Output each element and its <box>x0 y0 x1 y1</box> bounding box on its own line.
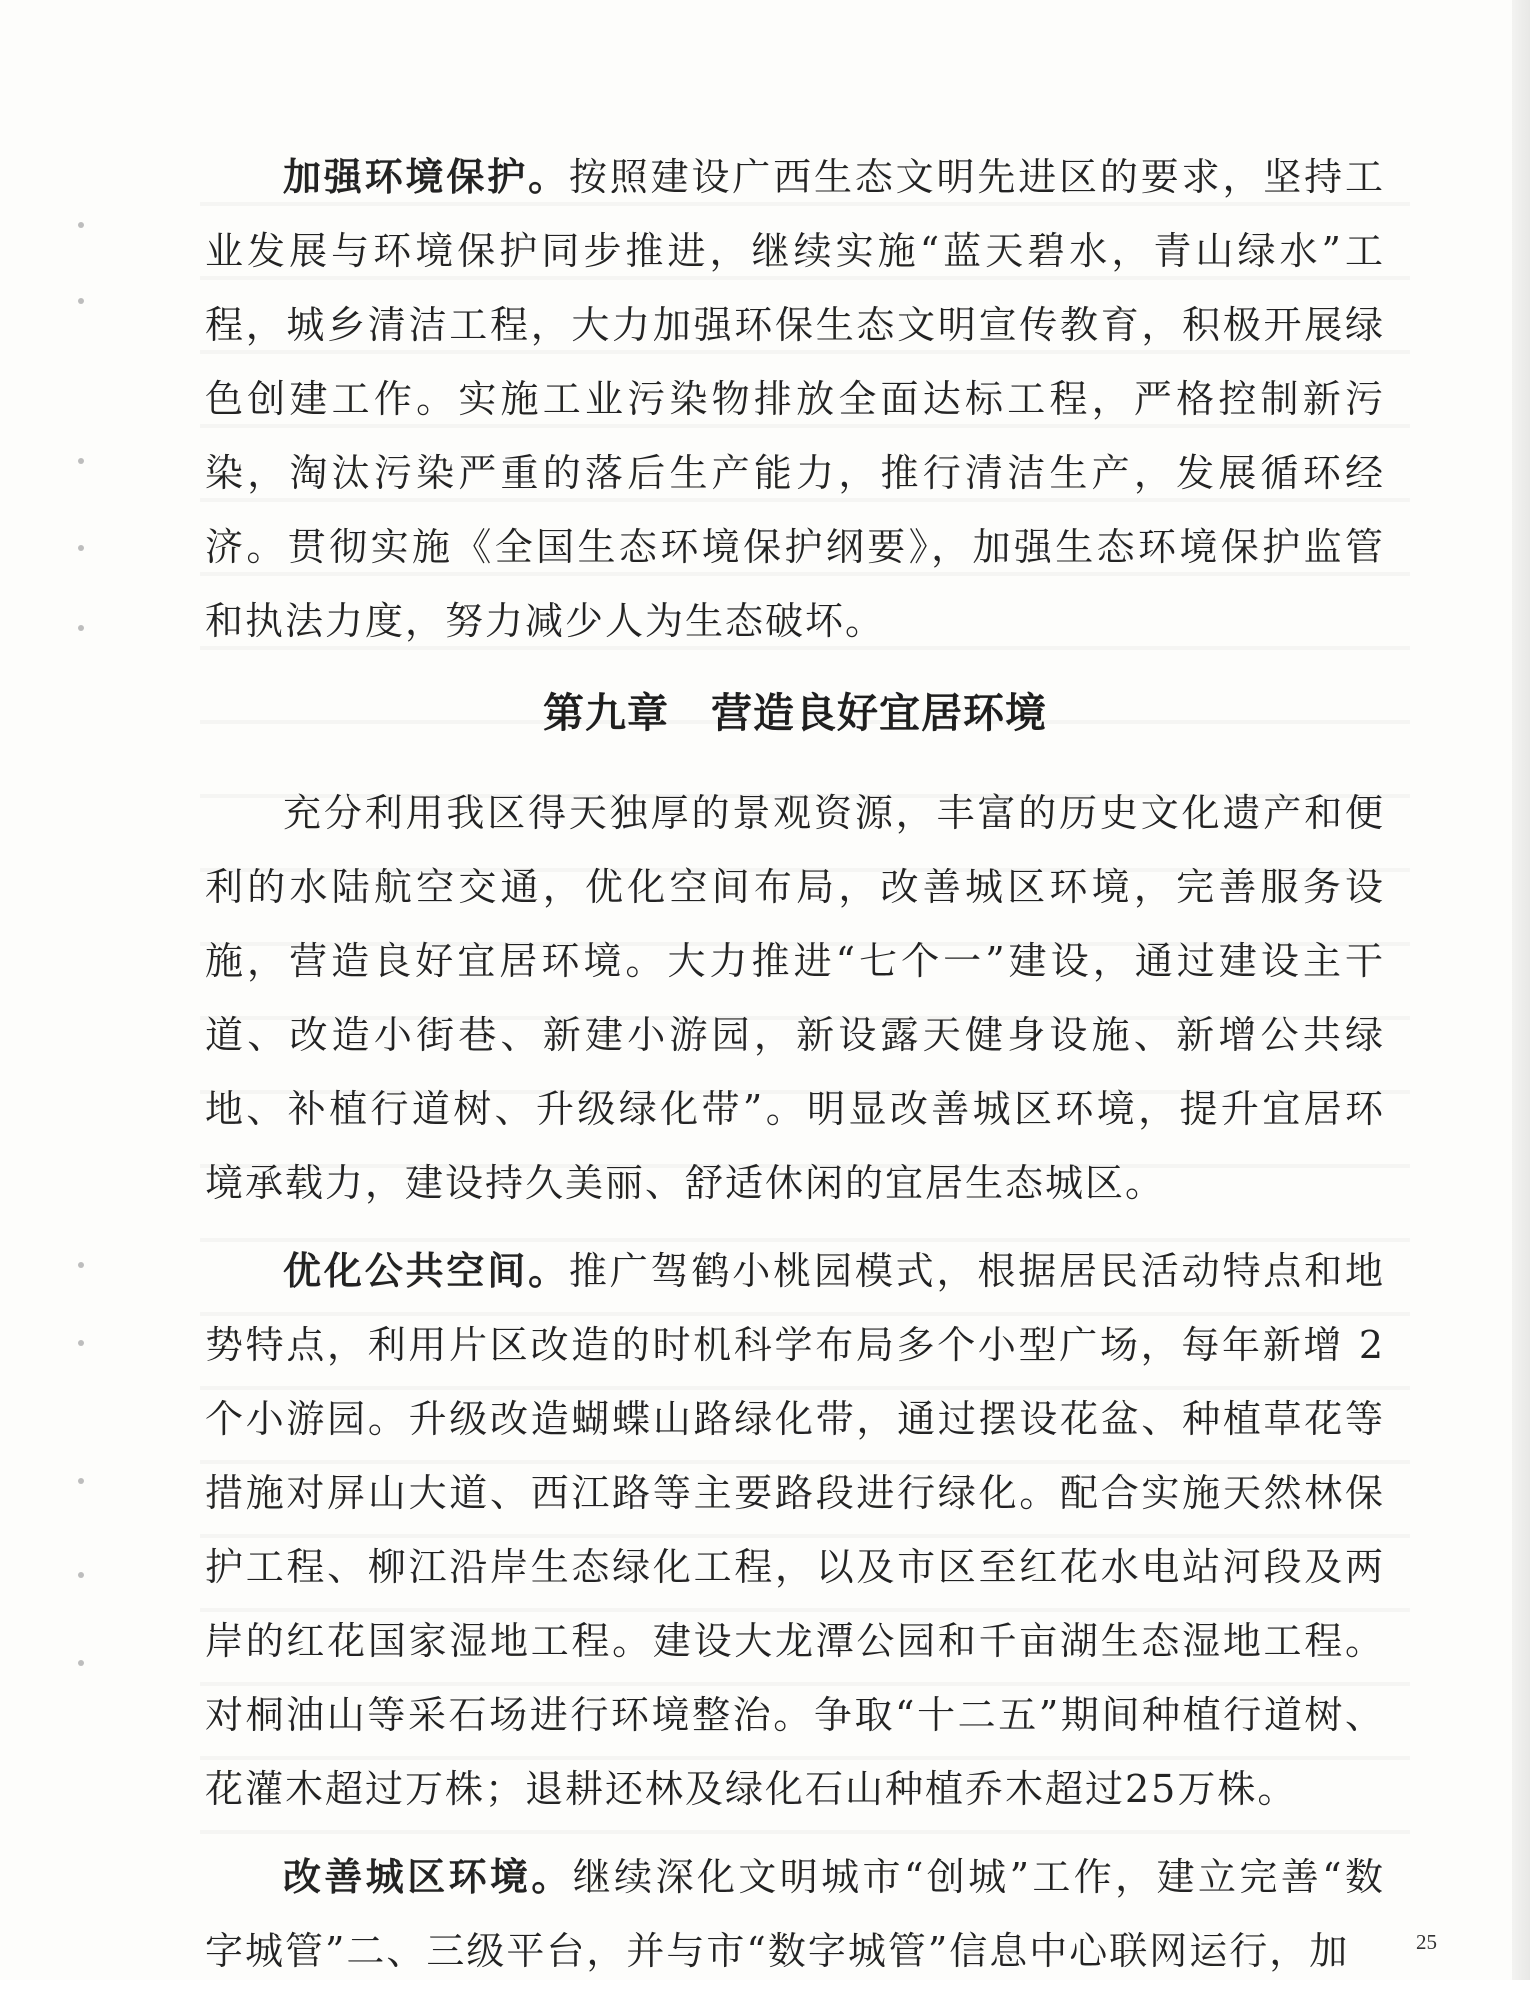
paragraph-text: 推广驾鹤小桃园模式，根据居民活动特点和地势特点，利用片区改造的时机科学布局多个小型广场，每年新增 2 个小游园。升级改造蝴蝶山路绿化带，通过摆设花盆、种植草花等措施对屏山大道、西江路等主要路段进行绿化。配合实施天然林保护工程、柳江沿岸生态绿化工程，以及市区至红花水电站河段及两岸的红花国家湿地工程。建设大龙潭公园和千亩湖生态湿地工程。对桐油山等采石场进行环境整治。争取“十二五”期间种植行道树、花灌木超过万株；退耕还林及绿化石山种植乔木超过25万株。 <box>205 1249 1385 1811</box>
page-number: 25 <box>1416 1930 1437 1954</box>
chapter-title: 营造良好宜居环境 <box>711 689 1047 737</box>
paragraph-urban-environment <box>205 1840 1385 1988</box>
paragraph-lead: 加强环境保护。 <box>283 154 569 199</box>
chapter-number: 第九章 <box>543 689 669 737</box>
paragraph-text: 按照建设广西生态文明先进区的要求，坚持工业发展与环境保护同步推进，继续实施“蓝天碧水，青山绿水”工程，城乡清洁工程，大力加强环保生态文明宣传教育，积极开展绿色创建工作。实施工业污染物排放全面达标工程，严格控制新污染，淘汰污染严重的落后生产能力，推行清洁生产，发展循环经济。贯彻实施《全国生态环境保护纲要》，加强生态环境保护监管和执法力度，努力减少人为生态破坏。 <box>205 155 1385 643</box>
paragraph-text: 继续深化文明城市“创城”工作，建立完善“数字城管”二、三级平台，并与市“数字城管”信息中心联网运行，加 <box>205 1855 1385 1973</box>
paragraph-lead: 改善城区环境。 <box>283 1854 573 1899</box>
binding-mark <box>78 1478 84 1484</box>
binding-mark <box>78 625 84 631</box>
paragraph-public-space <box>205 1234 1385 1826</box>
document-body <box>205 140 1385 2002</box>
chapter-heading <box>205 672 1385 754</box>
binding-mark <box>78 458 84 464</box>
binding-mark <box>78 1572 84 1578</box>
binding-mark <box>78 1262 84 1268</box>
binding-mark <box>78 1340 84 1346</box>
paragraph-text: 充分利用我区得天独厚的景观资源，丰富的历史文化遗产和便利的水陆航空交通，优化空间布局，改善城区环境，完善服务设施，营造良好宜居环境。大力推进“七个一”建设，通过建设主干道、改造小街巷、新建小游园，新设露天健身设施、新增公共绿地、补植行道树、升级绿化带”。明显改善城区环境，提升宜居环境承载力，建设持久美丽、舒适休闲的宜居生态城区。 <box>205 791 1385 1205</box>
paragraph-chapter-intro <box>205 776 1385 1220</box>
paragraph-lead: 优化公共空间。 <box>283 1248 569 1293</box>
binding-mark <box>78 545 84 551</box>
paragraph-environmental-protection <box>205 140 1385 658</box>
binding-mark <box>78 1660 84 1666</box>
binding-mark <box>78 298 84 304</box>
page-edge-shadow <box>1512 0 1530 1980</box>
binding-mark <box>78 222 84 228</box>
